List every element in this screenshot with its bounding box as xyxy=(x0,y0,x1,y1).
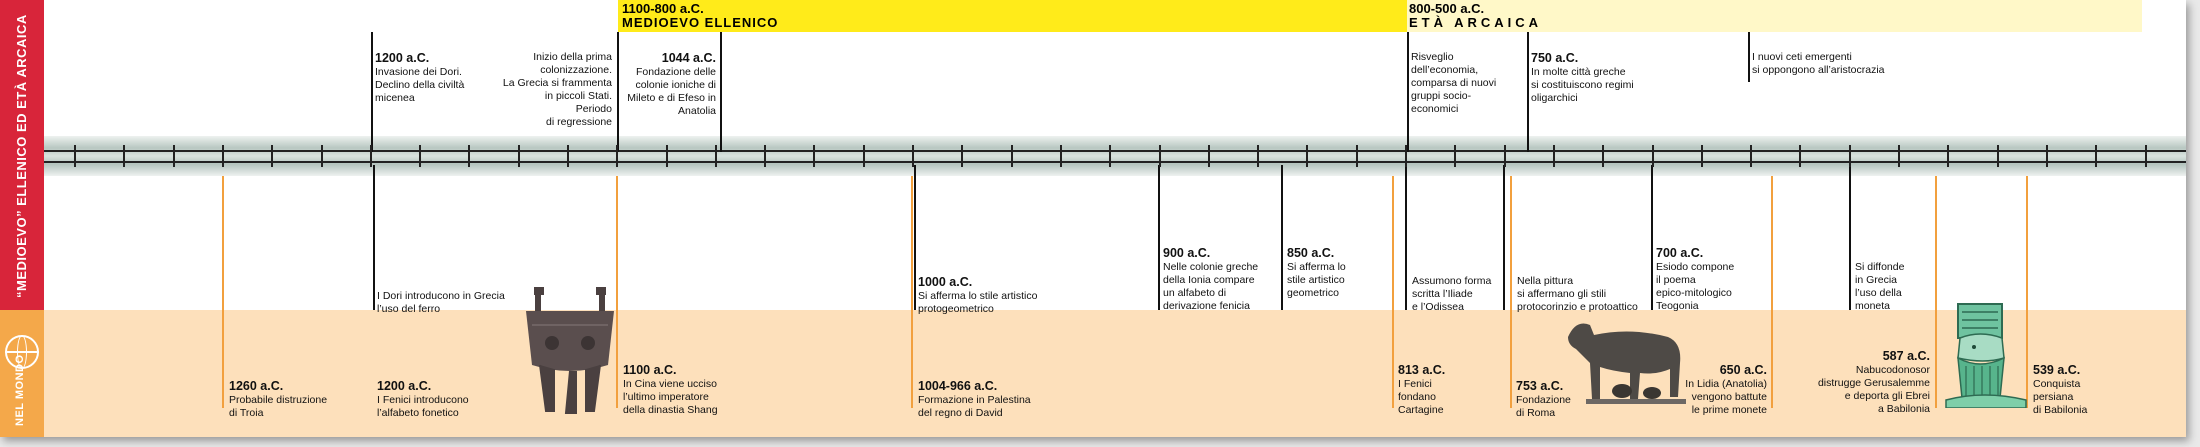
rail-tick xyxy=(764,145,766,167)
event-year: 1044 a.C. xyxy=(661,51,716,65)
rail-tick xyxy=(1356,145,1358,167)
rail-tick xyxy=(567,145,569,167)
event-text: Nella pittura si affermano gli stili protocorinzio e protoattico xyxy=(1517,275,1638,313)
rail-tick xyxy=(1849,145,1851,167)
greece-event xyxy=(1287,233,1346,300)
world-event xyxy=(623,350,718,417)
rail-tick xyxy=(123,145,125,167)
event-text: Esiodo compone il poema epico-mitologico Teogonia xyxy=(1656,261,1735,312)
connector-line xyxy=(1405,165,1407,310)
event-year: 1004-966 a.C. xyxy=(918,379,998,393)
event-year: 850 a.C. xyxy=(1287,246,1335,260)
event-text: I Fenici introducono l’alfabeto fonetico xyxy=(377,394,469,419)
rail-tick xyxy=(222,145,224,167)
event-text: I Fenici fondano Cartagine xyxy=(1398,378,1444,416)
event-year: 813 a.C. xyxy=(1398,363,1446,377)
greece-event xyxy=(1855,248,1904,313)
event-text: Invasione dei Dori. Declino della civiltà micenea xyxy=(375,66,465,104)
event-text: Si afferma lo stile artistico protogeometrico xyxy=(918,290,1038,315)
event-text: Nabucodonosor distrugge Gerusalemme e deporta gli Ebrei a Babilonia xyxy=(1817,364,1930,415)
bronze-vessel-image xyxy=(520,285,620,415)
rail-tick xyxy=(1405,145,1407,167)
greece-event xyxy=(1412,262,1491,314)
rail-tick xyxy=(1652,145,1654,167)
event-text: In molte città greche si costituiscono regimi oligarchici xyxy=(1531,66,1634,104)
event-text: Fondazione di Roma xyxy=(1516,394,1571,419)
connector-line xyxy=(1407,32,1409,152)
rail-tick xyxy=(1159,145,1161,167)
event-text: Inizio della prima colonizzazione. La Grecia si frammenta in piccoli Stati. Periodo di regressione xyxy=(502,51,612,128)
rail-tick xyxy=(863,145,865,167)
greece-event xyxy=(1656,233,1734,313)
event-text: Conquista persiana di Babilonia xyxy=(2033,378,2088,416)
greece-event xyxy=(1752,38,1885,77)
event-year: 1200 a.C. xyxy=(375,51,430,65)
event-text: Nelle colonie greche della Ionia compare un alfabeto di derivazione fenicia xyxy=(1163,261,1259,312)
rail-tick xyxy=(1553,145,1555,167)
connector-line xyxy=(371,32,373,152)
event-text: Probabile distruzione di Troia xyxy=(229,394,328,419)
world-connector-line xyxy=(1392,176,1394,408)
world-connector-line xyxy=(1771,176,1773,408)
rail-line-bottom xyxy=(44,161,2186,163)
greece-event xyxy=(377,277,505,316)
rail-tick xyxy=(74,145,76,167)
rail-tick xyxy=(961,145,963,167)
world-connector-line xyxy=(1510,176,1512,408)
period-dates-arcaica: 800-500 a.C. xyxy=(1409,1,1485,16)
greece-event xyxy=(1163,233,1258,313)
event-year: 1000 a.C. xyxy=(918,275,973,289)
rail-line-top xyxy=(44,150,2186,152)
rail-tick xyxy=(1997,145,1999,167)
event-year: 1200 a.C. xyxy=(377,379,432,393)
event-year: 587 a.C. xyxy=(1882,349,1930,363)
event-year: 650 a.C. xyxy=(1719,363,1767,377)
event-text: I Dori introducono in Grecia l’uso del ferro xyxy=(377,290,505,315)
event-text: In Lidia (Anatolia) vengono battute le prime monete xyxy=(1685,378,1767,416)
greece-event xyxy=(1531,38,1634,105)
timeline-rail xyxy=(44,136,2186,176)
rail-tick xyxy=(616,145,618,167)
period-name-medioevo: MEDIOEVO ELLENICO xyxy=(622,15,779,30)
rail-tick xyxy=(468,145,470,167)
world-event xyxy=(1810,336,1930,416)
connector-line xyxy=(1849,165,1851,310)
greece-event xyxy=(375,38,464,105)
event-text: Fondazione delle colonie ioniche di Mileto e di Efeso in Anatolia xyxy=(627,66,716,117)
rail-tick xyxy=(1898,145,1900,167)
rail-tick xyxy=(1504,145,1506,167)
rail-tick xyxy=(271,145,273,167)
world-event xyxy=(377,366,469,420)
capitoline-wolf-image xyxy=(1560,315,1690,405)
greece-event xyxy=(1411,38,1496,116)
event-text: In Cina viene ucciso l’ultimo imperatore della dinastia Shang xyxy=(623,378,718,416)
event-year: 700 a.C. xyxy=(1656,246,1704,260)
world-connector-line xyxy=(911,176,913,408)
world-event xyxy=(1398,350,1445,417)
event-text: Assumono forma scritta l’Iliade e l’Odissea xyxy=(1412,275,1492,313)
rail-tick xyxy=(1306,145,1308,167)
period-dates-medioevo: 1100-800 a.C. xyxy=(622,1,704,16)
period-name-arcaica: ETÀ ARCAICA xyxy=(1409,15,1543,30)
event-year: 750 a.C. xyxy=(1531,51,1579,65)
rail-tick xyxy=(1701,145,1703,167)
rail-tick xyxy=(1011,145,1013,167)
connector-line xyxy=(914,165,916,310)
event-year: 1100 a.C. xyxy=(623,363,677,377)
rail-tick xyxy=(912,145,914,167)
event-year: 539 a.C. xyxy=(2033,363,2081,377)
event-text: Formazione in Palestina del regno di David xyxy=(918,394,1031,419)
rail-tick xyxy=(813,145,815,167)
connector-line xyxy=(1651,165,1653,310)
event-text: Si afferma lo stile artistico geometrico xyxy=(1287,261,1346,299)
connector-line xyxy=(720,32,722,152)
rail-tick xyxy=(2046,145,2048,167)
event-text: I nuovi ceti emergenti si oppongono all’aristocrazia xyxy=(1752,51,1885,76)
rail-tick xyxy=(666,145,668,167)
world-event xyxy=(229,366,327,420)
event-text: Risveglio dell’economia, comparsa di nuovi gruppi socio- economici xyxy=(1411,51,1497,115)
rail-tick xyxy=(1208,145,1210,167)
rail-tick xyxy=(1947,145,1949,167)
rail-tick xyxy=(1602,145,1604,167)
rail-tick xyxy=(1750,145,1752,167)
connector-line xyxy=(373,165,375,310)
event-year: 1260 a.C. xyxy=(229,379,284,393)
connector-line xyxy=(1503,165,1505,310)
world-event xyxy=(918,366,1031,420)
world-event xyxy=(2033,350,2087,417)
greece-event xyxy=(1517,262,1638,314)
event-year: 900 a.C. xyxy=(1163,246,1211,260)
sidebar-bottom-label: NEL MONDO xyxy=(14,354,26,426)
greece-event xyxy=(918,262,1037,316)
connector-line xyxy=(1748,32,1750,82)
rail-tick xyxy=(1454,145,1456,167)
rail-tick xyxy=(321,145,323,167)
rail-tick xyxy=(173,145,175,167)
sidebar-top-label: “MEDIOEVO” ELLENICO ED ETÀ ARCAICA xyxy=(14,14,29,298)
babylonian-king-image xyxy=(1940,300,2030,408)
rail-tick xyxy=(419,145,421,167)
connector-line xyxy=(1281,165,1283,310)
rail-tick xyxy=(1109,145,1111,167)
world-connector-line xyxy=(1935,176,1937,408)
rail-tick xyxy=(2145,145,2147,167)
connector-line xyxy=(1158,165,1160,310)
rail-tick xyxy=(518,145,520,167)
greece-event xyxy=(612,38,716,118)
rail-tick xyxy=(370,145,372,167)
rail-tick xyxy=(1060,145,1062,167)
connector-line xyxy=(1527,32,1529,152)
greece-event xyxy=(500,38,612,129)
left-sidebar xyxy=(0,0,44,437)
world-connector-line xyxy=(222,176,224,408)
rail-tick xyxy=(1257,145,1259,167)
event-text: Si diffonde in Grecia l’uso della moneta xyxy=(1855,261,1905,312)
rail-tick xyxy=(715,145,717,167)
rail-tick xyxy=(1799,145,1801,167)
event-year: 753 a.C. xyxy=(1516,379,1564,393)
rail-tick xyxy=(2095,145,2097,167)
